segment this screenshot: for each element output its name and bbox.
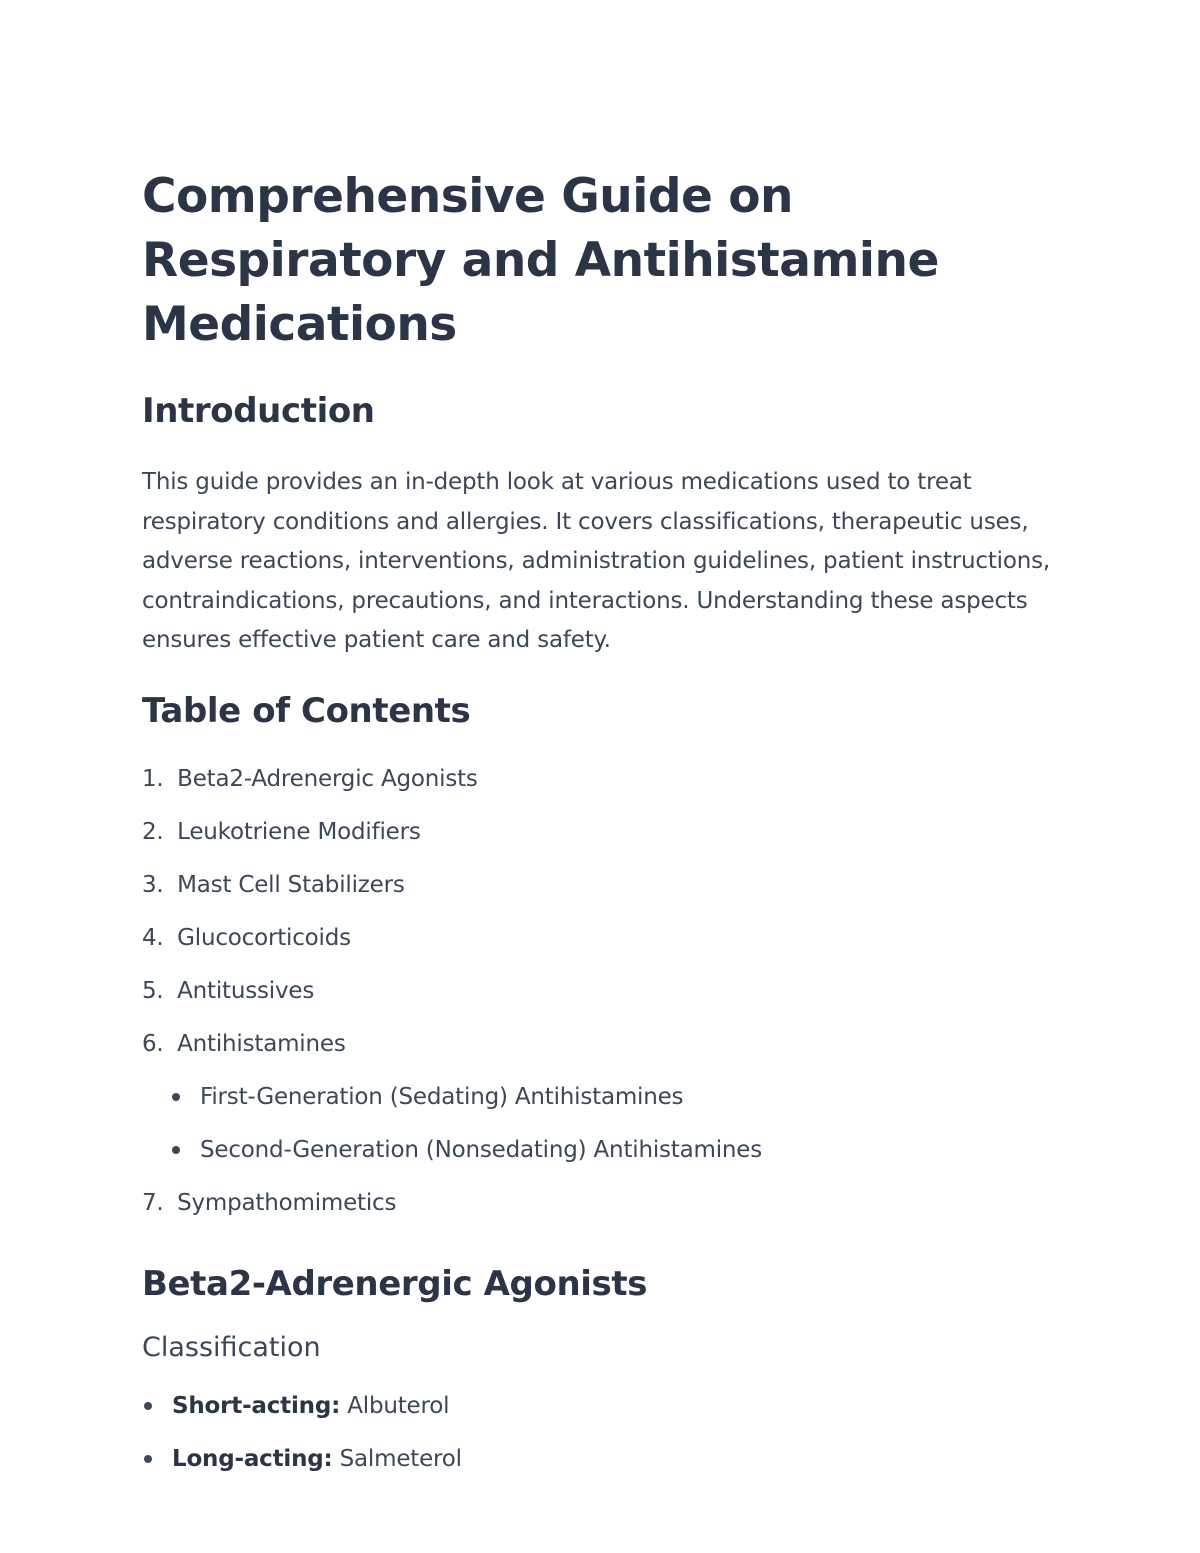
classification-term: Short-acting:	[172, 1392, 341, 1419]
introduction-heading: Introduction	[142, 391, 375, 431]
toc-item-number: 6.	[142, 1030, 164, 1057]
classification-heading: Classification	[142, 1331, 321, 1363]
toc-item-label: Sympathomimetics	[177, 1189, 397, 1216]
classification-value: Albuterol	[347, 1392, 450, 1419]
toc-item-sympathomimetics	[142, 1177, 1062, 1230]
toc-heading: Table of Contents	[142, 690, 471, 731]
toc-item-glucocorticoids	[142, 912, 1062, 965]
toc-item-label: Beta2-Adrenergic Agonists	[177, 765, 478, 792]
classification-item-short-acting	[142, 1380, 1062, 1433]
bullet-icon	[144, 1455, 152, 1463]
classification-term: Long-acting:	[172, 1445, 333, 1472]
toc-item-leukotriene	[142, 806, 1062, 859]
bullet-icon	[144, 1402, 152, 1410]
classification-list	[142, 1380, 1062, 1486]
toc-item-number: 5.	[142, 977, 164, 1004]
toc-subitem-label: Second-Generation (Nonsedating) Antihistamines	[200, 1136, 763, 1163]
toc-item-label: Leukotriene Modifiers	[177, 818, 421, 845]
toc-item-number: 7.	[142, 1189, 164, 1216]
toc-item-label: Antihistamines	[177, 1030, 346, 1057]
toc-item-label: Mast Cell Stabilizers	[177, 871, 405, 898]
toc-item-number: 2.	[142, 818, 164, 845]
toc-item-number: 1.	[142, 765, 164, 792]
classification-value: Salmeterol	[339, 1445, 462, 1472]
toc-item-label: Glucocorticoids	[177, 924, 351, 951]
introduction-text: This guide provides an in-depth look at various medications used to treat respiratory conditions and allergies. It covers classifications, therapeutic uses, adverse reactions, interventions, administration guidelines, patient instructions, contraindications, precautions, and interactions. Understanding these aspects ensures effective patient care and safety.	[142, 469, 1051, 653]
toc-item-beta2	[142, 753, 1062, 806]
toc-subitem-first-generation	[170, 1071, 1062, 1124]
document-page	[142, 165, 1062, 1486]
toc-item-number: 4.	[142, 924, 164, 951]
toc-item-number: 3.	[142, 871, 164, 898]
toc-item-label: Antitussives	[177, 977, 315, 1004]
toc-sublist	[142, 1071, 1062, 1177]
beta2-section-heading: Beta2-Adrenergic Agonists	[142, 1263, 648, 1304]
document-title: Comprehensive Guide on Respiratory and Antihistamine Medications	[142, 169, 939, 352]
toc-item-antitussives	[142, 965, 1062, 1018]
toc-list	[142, 753, 1062, 1230]
bullet-icon	[172, 1093, 180, 1101]
toc-subitem-label: First-Generation (Sedating) Antihistamines	[200, 1083, 684, 1110]
classification-item-long-acting	[142, 1433, 1062, 1486]
toc-subitem-second-generation	[170, 1124, 1062, 1177]
bullet-icon	[172, 1146, 180, 1154]
toc-item-antihistamines	[142, 1018, 1062, 1177]
toc-item-mast-cell	[142, 859, 1062, 912]
